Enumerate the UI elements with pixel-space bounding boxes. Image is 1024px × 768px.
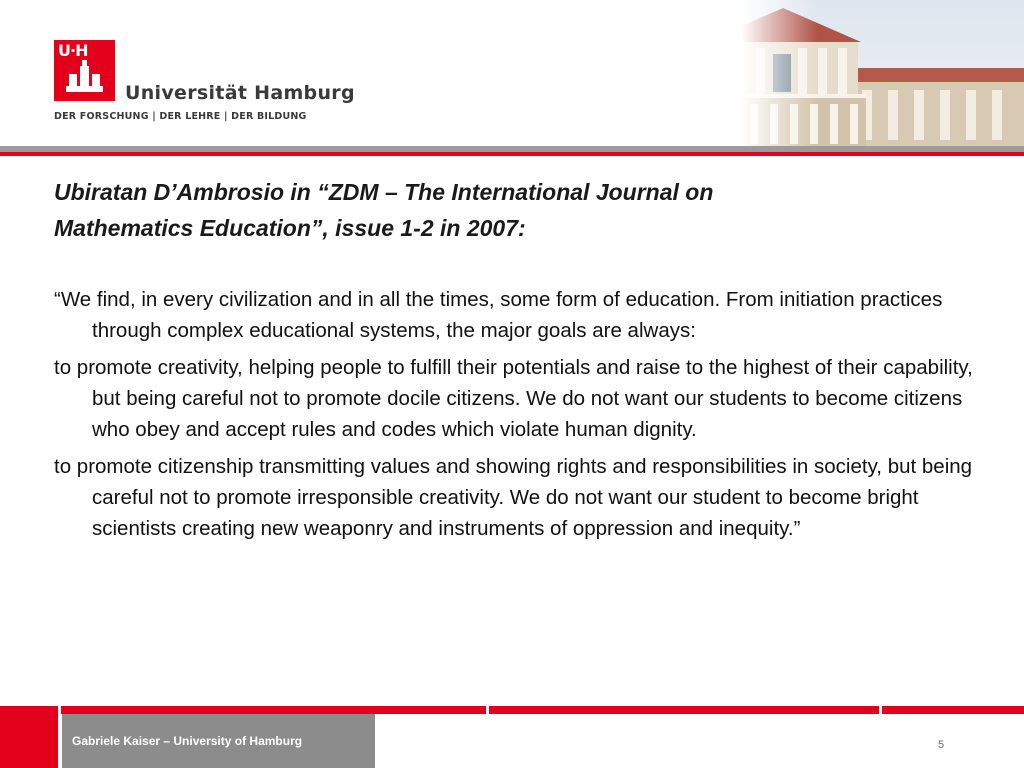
quote-paragraph-2: to promote creativity, helping people to fulfill their potentials and raise to the highest of their capability, but being careful not to promote docile citizens. We do not want our students to become citizens who obey and accept rules and codes which violate human dignity. <box>54 356 973 441</box>
footer-divider <box>879 706 882 714</box>
page-number: 5 <box>938 739 945 751</box>
footer-red-line <box>0 706 1024 714</box>
footer-divider <box>486 706 489 714</box>
slide-title-line-1: Ubiratan D’Ambrosio in “ZDM – The International Journal on <box>54 179 714 205</box>
logo-monogram: U·H <box>58 41 88 60</box>
slide-title <box>54 174 954 246</box>
university-tagline: DER FORSCHUNG | DER LEHRE | DER BILDUNG <box>54 111 307 122</box>
main-building-image <box>0 0 1024 160</box>
footer-divider <box>58 706 61 714</box>
footer-author: Gabriele Kaiser – University of Hamburg <box>72 734 303 748</box>
university-name: Universität Hamburg <box>125 82 355 104</box>
slide-title-line-2: Mathematics Education”, issue 1-2 in 2007: <box>54 215 526 241</box>
header-red-stripe <box>0 152 1024 156</box>
slide-header <box>0 0 1024 160</box>
quote-paragraph-1: “We find, in every civilization and in all the times, some form of education. From initiation practices through complex educational systems, the major goals are always: <box>54 288 943 342</box>
footer-red-block <box>0 714 58 768</box>
quote-paragraph-3: to promote citizenship transmitting values and showing rights and responsibilities in society, but being careful not to promote irresponsible creativity. We do not want our student to become bright scientists creating new weaponry and instruments of oppression and inequity.” <box>54 455 973 540</box>
slide-body <box>54 284 984 550</box>
